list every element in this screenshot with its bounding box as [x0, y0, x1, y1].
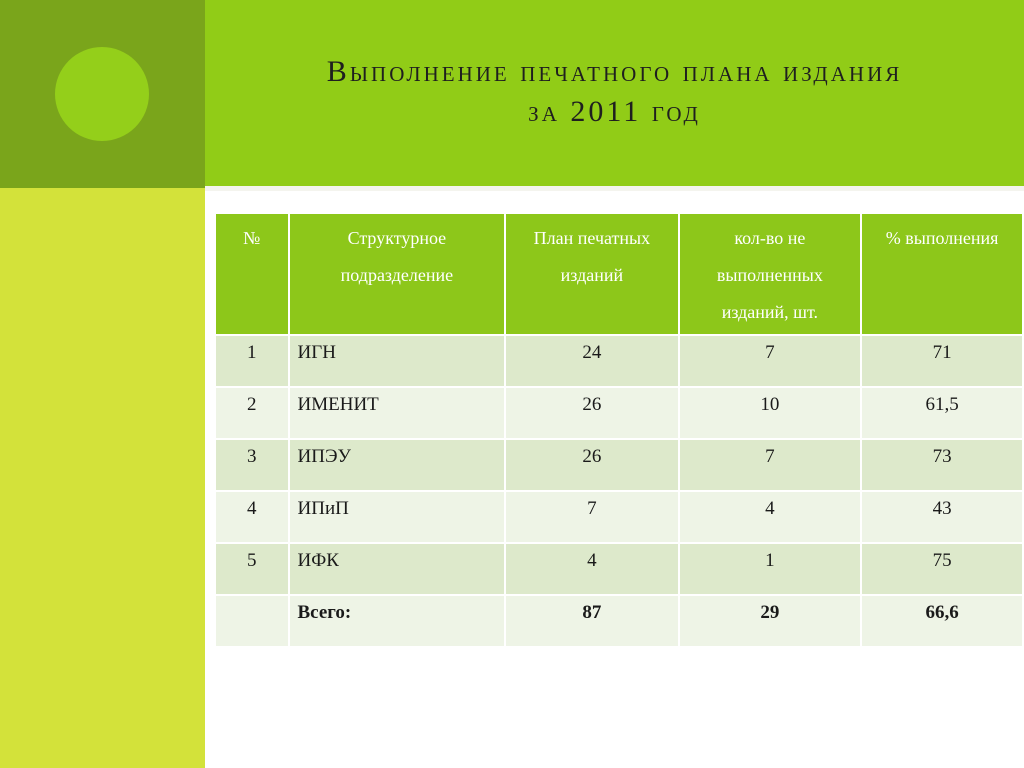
cell-percent: 75: [861, 543, 1023, 595]
cell-plan: 26: [505, 387, 678, 439]
header-not-completed: кол-во не выполненных изданий, шт.: [679, 213, 862, 335]
cell-department: ИГН: [289, 335, 506, 387]
cell-department: ИПЭУ: [289, 439, 506, 491]
cell-department: ИПиП: [289, 491, 506, 543]
cell-total-not-completed: 29: [679, 595, 862, 647]
cell-department: ИФК: [289, 543, 506, 595]
cell-not-completed: 10: [679, 387, 862, 439]
left-sidebar-band: [0, 188, 205, 768]
table-total-row: [215, 595, 1023, 647]
header-number: №: [215, 213, 289, 335]
table-row: [215, 335, 1023, 387]
cell-number: 3: [215, 439, 289, 491]
table-row: [215, 491, 1023, 543]
cell-total-label: Всего:: [289, 595, 506, 647]
header-department: Структурное подразделение: [289, 213, 506, 335]
cell-department: ИМЕНИТ: [289, 387, 506, 439]
cell-percent: 71: [861, 335, 1023, 387]
cell-plan: 4: [505, 543, 678, 595]
cell-total-plan: 87: [505, 595, 678, 647]
table-row: [215, 387, 1023, 439]
header-percent: % выполнения: [861, 213, 1023, 335]
cell-number: [215, 595, 289, 647]
table-row: [215, 543, 1023, 595]
publication-plan-table: [214, 212, 1024, 648]
cell-number: 1: [215, 335, 289, 387]
cell-plan: 24: [505, 335, 678, 387]
slide-title-line-1: Выполнение печатного плана издания: [326, 55, 903, 88]
banner-separator: [205, 186, 1024, 191]
cell-total-percent: 66,6: [861, 595, 1023, 647]
cell-number: 5: [215, 543, 289, 595]
cell-plan: 26: [505, 439, 678, 491]
cell-number: 2: [215, 387, 289, 439]
decorative-circle: [55, 47, 149, 141]
cell-not-completed: 7: [679, 439, 862, 491]
table-row: [215, 439, 1023, 491]
cell-not-completed: 7: [679, 335, 862, 387]
cell-percent: 73: [861, 439, 1023, 491]
cell-not-completed: 1: [679, 543, 862, 595]
cell-percent: 61,5: [861, 387, 1023, 439]
cell-percent: 43: [861, 491, 1023, 543]
cell-plan: 7: [505, 491, 678, 543]
cell-not-completed: 4: [679, 491, 862, 543]
slide-title-line-2: за 2011 год: [528, 95, 701, 128]
slide-title: [205, 52, 1024, 132]
table-header-row: [215, 213, 1023, 335]
header-plan: План печатных изданий: [505, 213, 678, 335]
cell-number: 4: [215, 491, 289, 543]
